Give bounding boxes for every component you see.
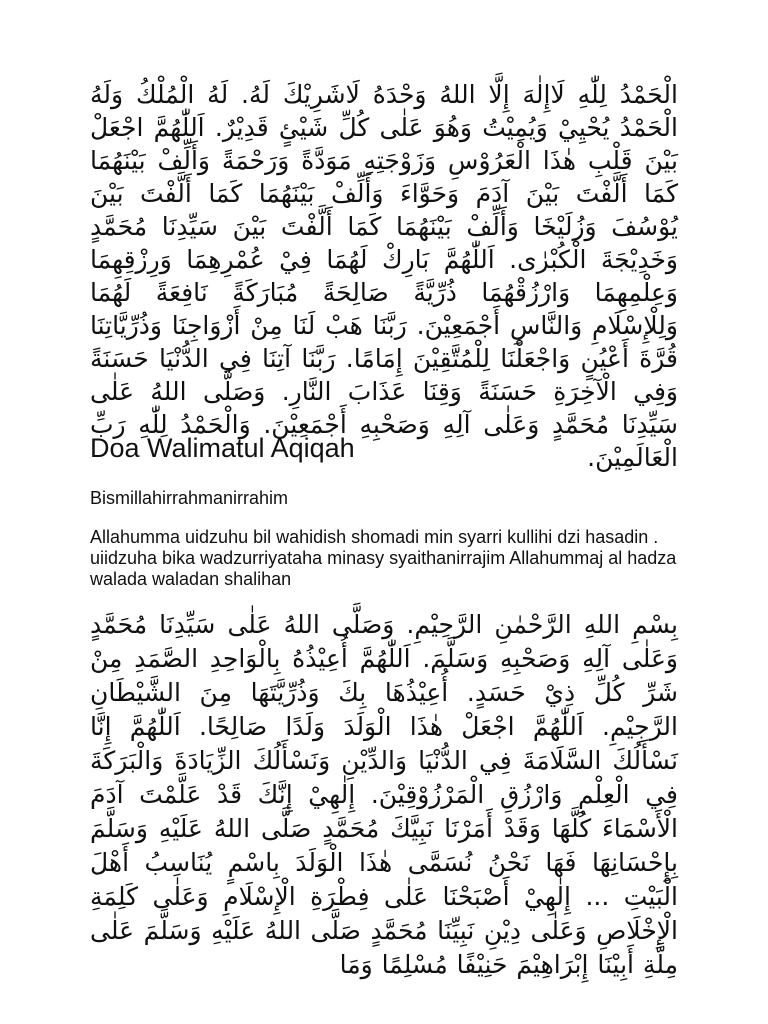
section-heading: Doa Walimatul Aqiqah xyxy=(90,433,355,463)
bismillah-latin-text: Bismillahirrahmanirrahim xyxy=(90,488,289,508)
doa-arabic-paragraph: الْحَمْدُ لِلّٰهِ لَاإِلٰهَ إِلَّا اللهُ وَحْدَهُ لَاشَرِيْكَ لَهُ. لَهُ الْمُلْكُ وَلَهُ الْحَمْدُ يُحْيِيْ وَيُمِيْتُ وَهُوَ عَلٰى كُلِّ شَيْئٍ قَدِيْرٌ. اَللّٰهُمَّ اجْعَلْ بَيْنَ قَلْبِ هٰذَا الْعَرُوْسِ وَزَوْجَتِهِ مَوَدَّةً وَرَحْمَةً وَأَلِّفْ بَيْنَهُمَا كَمَا أَلَّفْتَ بَيْنَ آدَمَ وَحَوَّاءَ وَأَلِّفْ بَيْنَهُمَا كَمَا أَلَّفْتَ بَيْنَ يُوْسُفَ وَزُلَيْخَا وَأَلِّفْ بَيْنَهُمَا كَمَا أَلَّفْتَ بَيْنَ سَيِّدِنَا مُحَمَّدٍ وَخَدِيْجَةَ الْكُبْرٰى. اَللّٰهُمَّ بَارِكْ لَهُمَا فِيْ عُمْرِهِمَا وَرِزْقِهِمَا وَعِلْمِهِمَا وَارْزُقْهُمَا ذُرِّيَّةً صَالِحَةً مُبَارَكَةً نَافِعَةً لَهُمَا وَلِلْإِسْلَامِ وَالنَّاسِ أَجْمَعِيْنَ. رَبَّنَا هَبْ لَنَا مِنْ أَزْوَاجِنَا وَذُرِّيَّاتِنَا قُرَّةَ أَعْيُنٍ وَاجْعَلْنَا لِلْمُتَّقِيْنَ إِمَامًا. رَبَّنَا آتِنَا فِي الدُّنْيَا حَسَنَةً وَفِي الْآخِرَةِ حَسَنَةً وَقِنَا عَذَابَ النَّارِ. وَصَلَّى اللهُ عَلٰى سَيِّدِنَا مُحَمَّدٍ وَعَلٰى آلِهِ وَصَحْبِهِ أَجْمَعِيْنَ. وَالْحَمْدُ لِلّٰهِ رَبِّ الْعَالَمِيْنَ. xyxy=(90,80,678,472)
transliteration-paragraph: Allahumma uidzuhu bil wahidish shomadi min syarri kullihi dzi hasadin . uiidzuha bika wadzurriyataha minasy syaithanirrajim Allahummaj al hadza walada waladan shalihan xyxy=(90,527,677,589)
doa-aqiqah-arabic-paragraph: بِسْمِ اللهِ الرَّحْمٰنِ الرَّحِيْمِ. وَصَلَّى اللهُ عَلٰى سَيِّدِنَا مُحَمَّدٍ وَعَلٰى آلِهِ وَصَحْبِهِ وَسَلَّمَ. اَللّٰهُمَّ أُعِيْذُهُ بِالْوَاحِدِ الصَّمَدِ مِنْ شَرِّ كُلِّ ذِيْ حَسَدٍ. أُعِيْذُهَا بِكَ وَذُرِّيَّتَهَا مِنَ الشَّيْطَانِ الرَّجِيْمِ. اَللّٰهُمَّ اجْعَلْ هٰذَا الْوَلَدَ وَلَدًا صَالِحًا. اَللّٰهُمَّ إِنَّا نَسْأَلُكَ السَّلَامَةَ فِي الدُّنْيَا وَالدِّيْنِ وَنَسْأَلُكَ الزِّيَادَةَ وَالْبَرَكَةَ فِي الْعِلْمِ وَارْزُقِ الْمَرْزُوْقِيْنَ. إِلٰهِيْ إِنَّكَ قَدْ عَلَّمْتَ آدَمَ الْأَسْمَاءَ كُلَّهَا وَقَدْ أَمَرْنَا نَبِيَّكَ مُحَمَّدٍ صَلَّى اللهُ عَلَيْهِ وَسَلَّمَ بِإِحْسَانِهَا فَهَا نَحْنُ نُسَمَّى هٰذَا الْوَلَدَ بِاسْمٍ يُنَاسِبُ أَهْلَ الْبَيْتِ ... إِلٰهِيْ أَصْبَحْنَا عَلٰى فِطْرَةِ الْإِسْلَامِ وَعَلٰى كَلِمَةِ الْإِخْلَاصِ وَعَلٰى دِيْنِ نَبِيِّنَا مُحَمَّدٍ صَلَّى اللهُ عَلَيْهِ وَسَلَّمَ عَلٰى مِلَّةِ أَبِيْنَا إِبْرَاهِيْمَ حَنِيْفًا مُسْلِمًا وَمَا xyxy=(90,610,678,979)
